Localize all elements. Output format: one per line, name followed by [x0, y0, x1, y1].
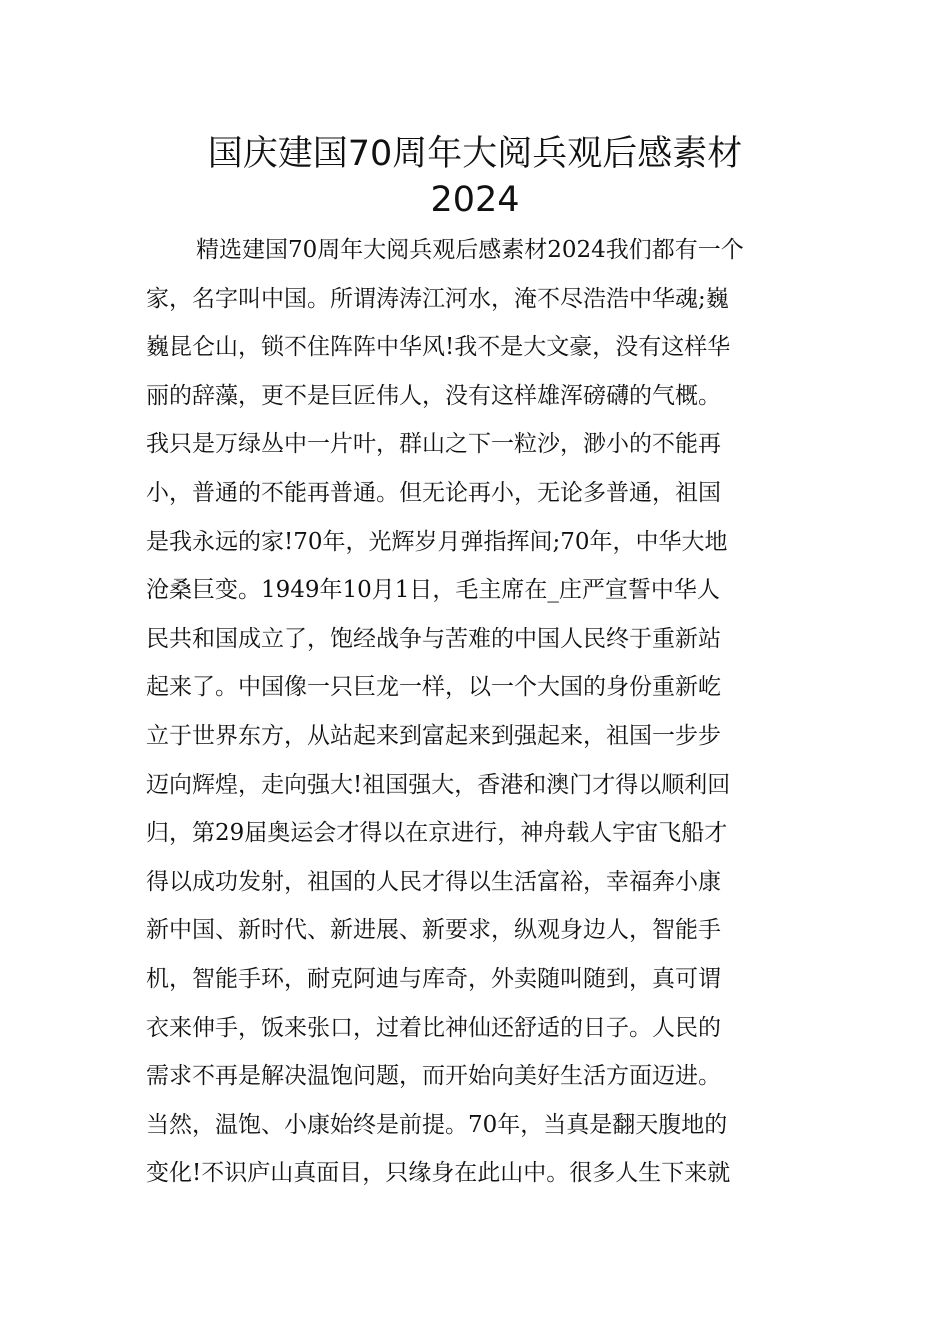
body-line: 迈向辉煌，走向强大!祖国强大，香港和澳门才得以顺利回 [146, 771, 731, 798]
body-line: 沧桑巨变。1949年10月1日，毛主席在_庄严宣誓中华人 [146, 577, 720, 604]
body-line: 需求不再是解决温饱问题，而开始向美好生活方面迈进。 [146, 1063, 721, 1090]
document-body [146, 226, 806, 1198]
body-line: 我只是万绿丛中一片叶，群山之下一粒沙，渺小的不能再 [146, 431, 721, 458]
body-line: 起来了。中国像一只巨龙一样，以一个大国的身份重新屹 [146, 674, 721, 701]
body-line: 小，普通的不能再普通。但无论再小，无论多普通，祖国 [146, 479, 721, 506]
body-line: 归，第29届奥运会才得以在京进行，神舟载人宇宙飞船才 [146, 820, 728, 847]
body-line: 得以成功发射，祖国的人民才得以生活富裕，幸福奔小康 [146, 868, 721, 895]
body-line: 是我永远的家!70年，光辉岁月弹指挥间;70年，中华大地 [146, 528, 728, 555]
body-line: 当然，温饱、小康始终是前提。70年，当真是翻天腹地的 [146, 1111, 728, 1138]
document-title-line-2: 2024 [430, 180, 520, 220]
body-line: 立于世界东方，从站起来到富起来到强起来，祖国一步步 [146, 722, 721, 749]
document-title-line-1: 国庆建国70周年大阅兵观后感素材 [207, 134, 743, 174]
body-line: 民共和国成立了，饱经战争与苦难的中国人民终于重新站 [146, 625, 721, 652]
body-line: 精选建国70周年大阅兵观后感素材2024我们都有一个 [196, 237, 744, 263]
body-line: 机，智能手环，耐克阿迪与库奇，外卖随叫随到，真可谓 [146, 965, 721, 992]
body-line: 巍昆仑山，锁不住阵阵中华风!我不是大文豪，没有这样华 [146, 334, 731, 361]
body-line: 变化!不识庐山真面目，只缘身在此山中。很多人生下来就 [146, 1160, 731, 1187]
body-line: 新中国、新时代、新进展、新要求，纵观身边人，智能手 [146, 917, 721, 944]
body-line: 家，名字叫中国。所谓涛涛江河水，淹不尽浩浩中华魂;巍 [146, 285, 729, 312]
body-line: 丽的辞藻，更不是巨匠伟人，没有这样雄浑磅礴的气概。 [146, 382, 721, 409]
body-line: 衣来伸手，饭来张口，过着比神仙还舒适的日子。人民的 [146, 1014, 721, 1041]
